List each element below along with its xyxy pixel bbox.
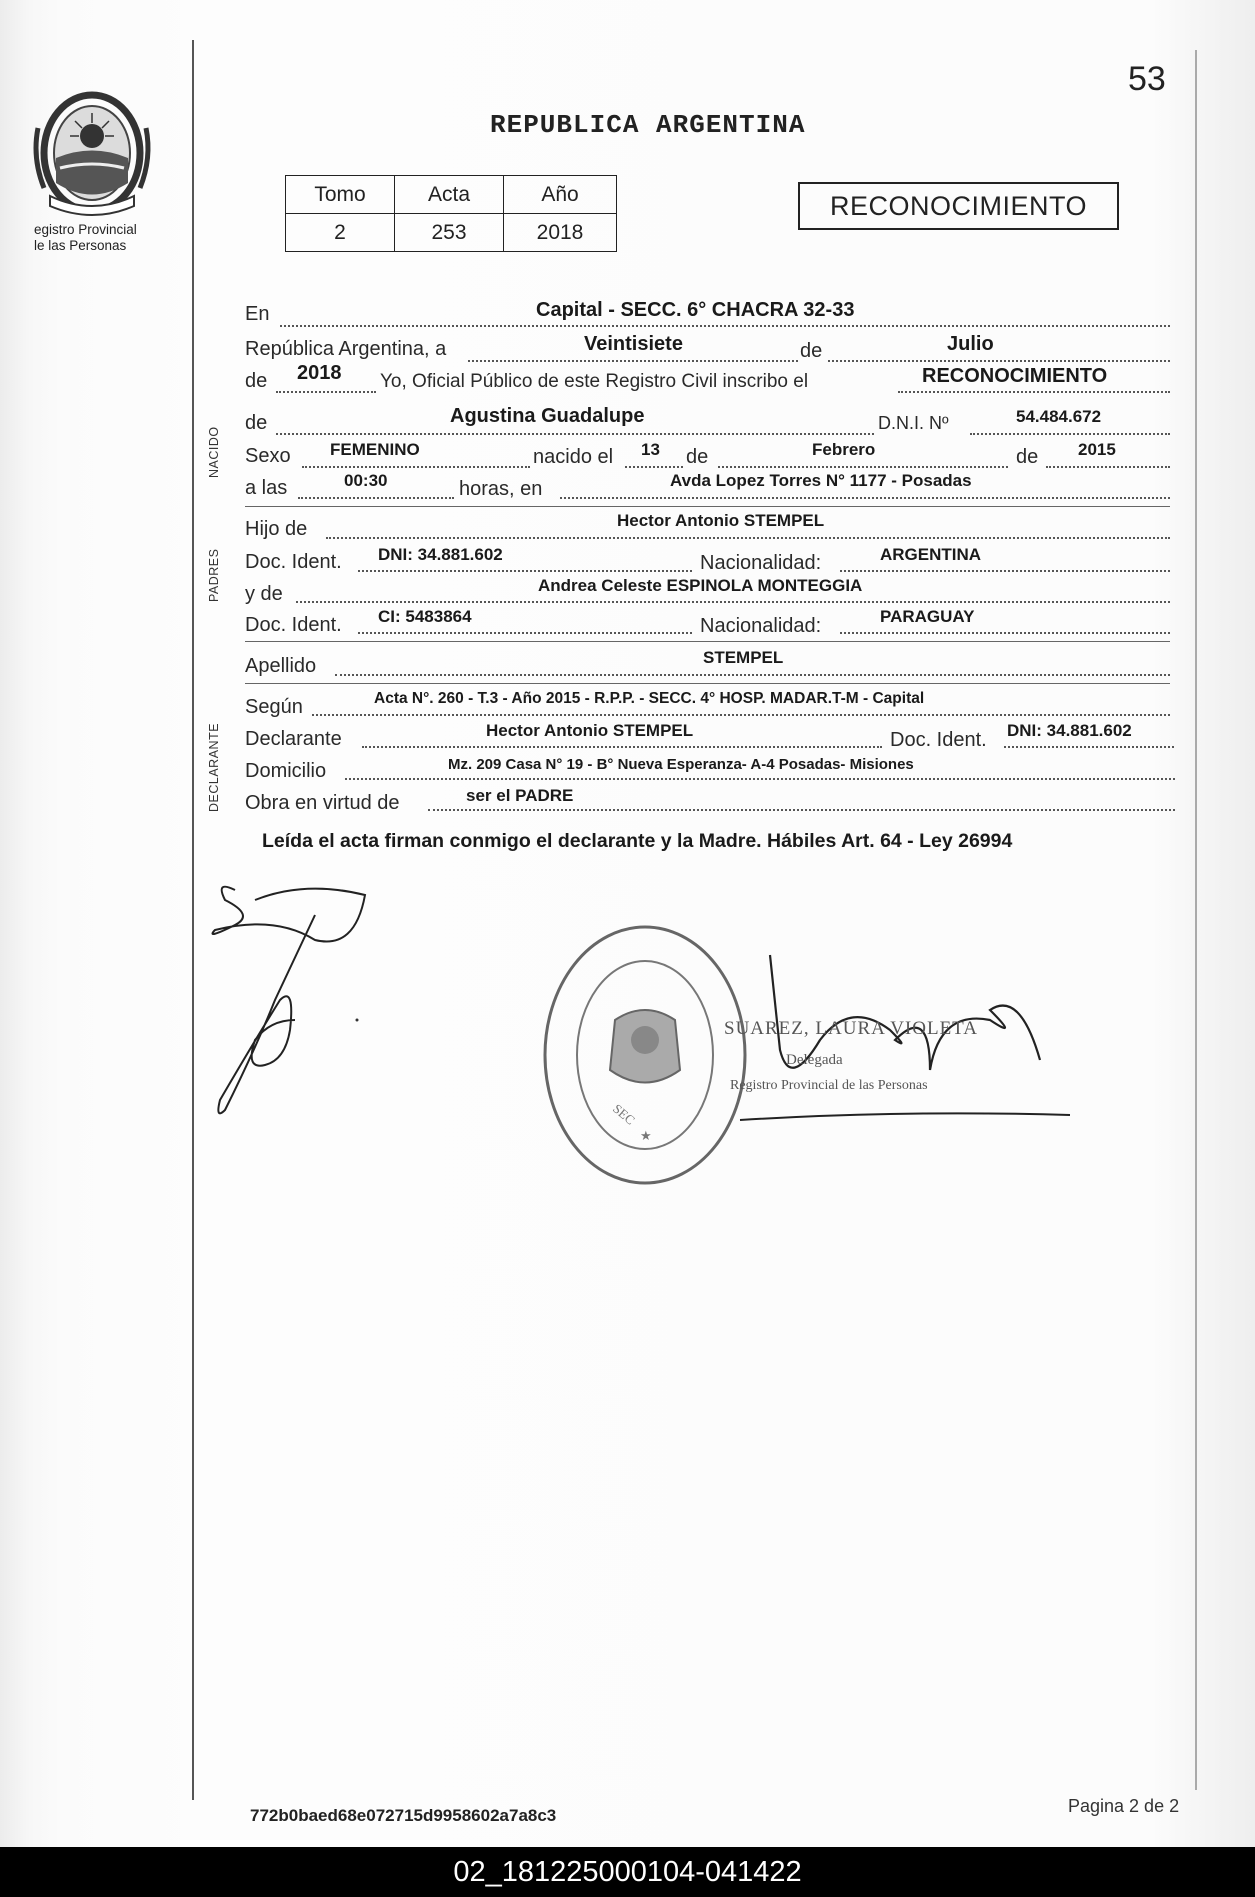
dots-sexo (302, 466, 530, 468)
table-header-row (286, 176, 617, 214)
dots-madre (296, 601, 1170, 603)
dots-nombre (276, 433, 874, 435)
value-segun: Acta N°. 260 - T.3 - Año 2015 - R.P.P. - SECC. 4° HOSP. MADAR.T-M - Capital (374, 690, 925, 707)
dots-inscribo (898, 391, 1170, 393)
value-tomo: 2 (286, 214, 395, 252)
value-doc-declarante: DNI: 34.881.602 (1007, 721, 1132, 740)
dots-obra (428, 809, 1175, 811)
label-segun: Según (245, 696, 303, 718)
svg-text:SEC: SEC (610, 1100, 638, 1128)
label-nacionalidad-madre: Nacionalidad: (700, 615, 822, 637)
label-sexo-de2: de (1016, 446, 1039, 468)
label-horas-en: horas, en (459, 478, 543, 500)
section-label-declarante: DECLARANTE (207, 722, 221, 812)
label-apellido: Apellido (245, 655, 317, 677)
dots-declarante (362, 746, 882, 748)
dots-dni (970, 433, 1170, 435)
value-lugar: Avda Lopez Torres N° 1177 - Posadas (670, 471, 972, 490)
label-oficial: Yo, Oficial Público de este Registro Civil inscribo el (380, 371, 809, 392)
pagination: Pagina 2 de 2 (1068, 1796, 1180, 1816)
value-doc-madre: CI: 5483864 (378, 607, 472, 626)
value-month: Julio (947, 333, 994, 355)
label-nacido-el: nacido el (533, 446, 614, 468)
label-a-las: a las (245, 477, 288, 499)
section-label-nacido: NACIDO (207, 426, 221, 478)
dots-padre (326, 537, 1170, 539)
official-name: SUAREZ, LAURA VIOLETA (724, 1018, 978, 1039)
value-nacionalidad-madre: PARAGUAY (880, 607, 975, 626)
dots-republica-day (468, 360, 798, 362)
value-sexo: FEMENINO (330, 440, 420, 459)
act-type-box: RECONOCIMIENTO (798, 182, 1119, 230)
value-padre: Hector Antonio STEMPEL (617, 511, 825, 530)
value-day: Veintisiete (584, 333, 683, 355)
dots-doc-padre (358, 570, 692, 572)
value-doc-padre: DNI: 34.881.602 (378, 545, 503, 564)
tomo-acta-anio-table (285, 175, 617, 252)
value-anio: 2018 (504, 214, 617, 252)
label-republica-de: de (800, 340, 823, 362)
label-obra: Obra en virtud de (245, 792, 400, 814)
label-nacionalidad-padre: Nacionalidad: (700, 552, 822, 574)
label-declarante: Declarante (245, 728, 342, 750)
section-separator-nacido (245, 506, 1170, 507)
label-de-nombre: de (245, 412, 268, 434)
dots-birth-day (625, 466, 683, 468)
dots-month (828, 360, 1170, 362)
value-declarante: Hector Antonio STEMPEL (486, 721, 694, 740)
document-hash: 772b0baed68e072715d9958602a7a8c3 (250, 1806, 557, 1825)
value-birth-month: Febrero (812, 440, 876, 459)
page-number: 53 (1128, 60, 1166, 98)
value-nacionalidad-padre: ARGENTINA (880, 545, 982, 564)
label-doc-madre: Doc. Ident. (245, 614, 342, 636)
label-hijo-de: Hijo de (245, 518, 308, 540)
label-dni: D.N.I. Nº (878, 413, 949, 433)
svg-text:★: ★ (640, 1128, 652, 1143)
header-tomo: Tomo (286, 176, 395, 214)
official-signature (720, 950, 1080, 1130)
value-apellido: STEMPEL (703, 648, 784, 667)
dots-nacionalidad-padre (840, 570, 1170, 572)
dots-domicilio (345, 778, 1175, 780)
value-hora: 00:30 (344, 471, 388, 490)
header-anio: Año (504, 176, 617, 214)
value-domicilio: Mz. 209 Casa N° 19 - B° Nueva Esperanza- A-4 Posadas- Misiones (448, 756, 914, 773)
label-doc-declarante: Doc. Ident. (890, 729, 987, 751)
label-sexo: Sexo (245, 445, 291, 467)
label-sexo-de: de (686, 446, 709, 468)
declarant-signature (195, 870, 455, 1130)
dots-doc-madre (358, 632, 692, 634)
dots-en (280, 325, 1170, 327)
logo-caption-line2: le las Personas (34, 238, 127, 253)
section-label-padres: PADRES (207, 548, 221, 602)
official-role: Delegada (786, 1052, 843, 1068)
label-domicilio: Domicilio (245, 760, 327, 782)
closing-statement: Leída el acta firman conmigo el declarante y la Madre. Hábiles Art. 64 - Ley 26994 (262, 830, 1013, 852)
official-seal-stamp (540, 920, 750, 1190)
dots-apellido (335, 674, 1170, 676)
label-republica: República Argentina, a (245, 338, 447, 360)
margin-line-right (1195, 50, 1197, 1790)
logo-caption (34, 222, 137, 254)
table-value-row (286, 214, 617, 252)
value-en: Capital - SECC. 6° CHACRA 32-33 (536, 299, 855, 321)
dots-year (276, 391, 376, 393)
section-separator-padres (245, 641, 1170, 642)
value-nombre: Agustina Guadalupe (450, 405, 645, 427)
dots-segun (312, 714, 1170, 716)
dots-doc-declarante (1004, 746, 1174, 748)
dots-lugar (560, 497, 1170, 499)
value-dni: 54.484.672 (1016, 407, 1102, 426)
label-doc-padre: Doc. Ident. (245, 551, 342, 573)
label-en: En (245, 303, 270, 325)
margin-line-left (192, 40, 194, 1800)
value-inscribo: RECONOCIMIENTO (922, 365, 1108, 387)
logo-caption-line1: egistro Provincial (34, 222, 137, 237)
dots-birth-year (1046, 466, 1170, 468)
label-de-anio: de (245, 370, 268, 392)
value-birth-year: 2015 (1078, 440, 1116, 459)
value-madre: Andrea Celeste ESPINOLA MONTEGGIA (538, 576, 863, 595)
dots-nacionalidad-madre (840, 632, 1170, 634)
header-acta: Acta (395, 176, 504, 214)
dots-birth-month (718, 466, 1008, 468)
value-year: 2018 (297, 362, 342, 384)
official-office: Registro Provincial de las Personas (730, 1078, 928, 1093)
file-id-footer: 02_181225000104-041422 (0, 1847, 1255, 1897)
document-title: REPUBLICA ARGENTINA (490, 110, 806, 140)
misiones-coat-of-arms-logo (30, 88, 160, 218)
dots-hora (298, 497, 454, 499)
value-obra: ser el PADRE (466, 786, 574, 805)
label-y-de: y de (245, 583, 283, 605)
value-acta: 253 (395, 214, 504, 252)
section-separator-apellido (245, 683, 1170, 684)
value-birth-day: 13 (641, 440, 660, 459)
